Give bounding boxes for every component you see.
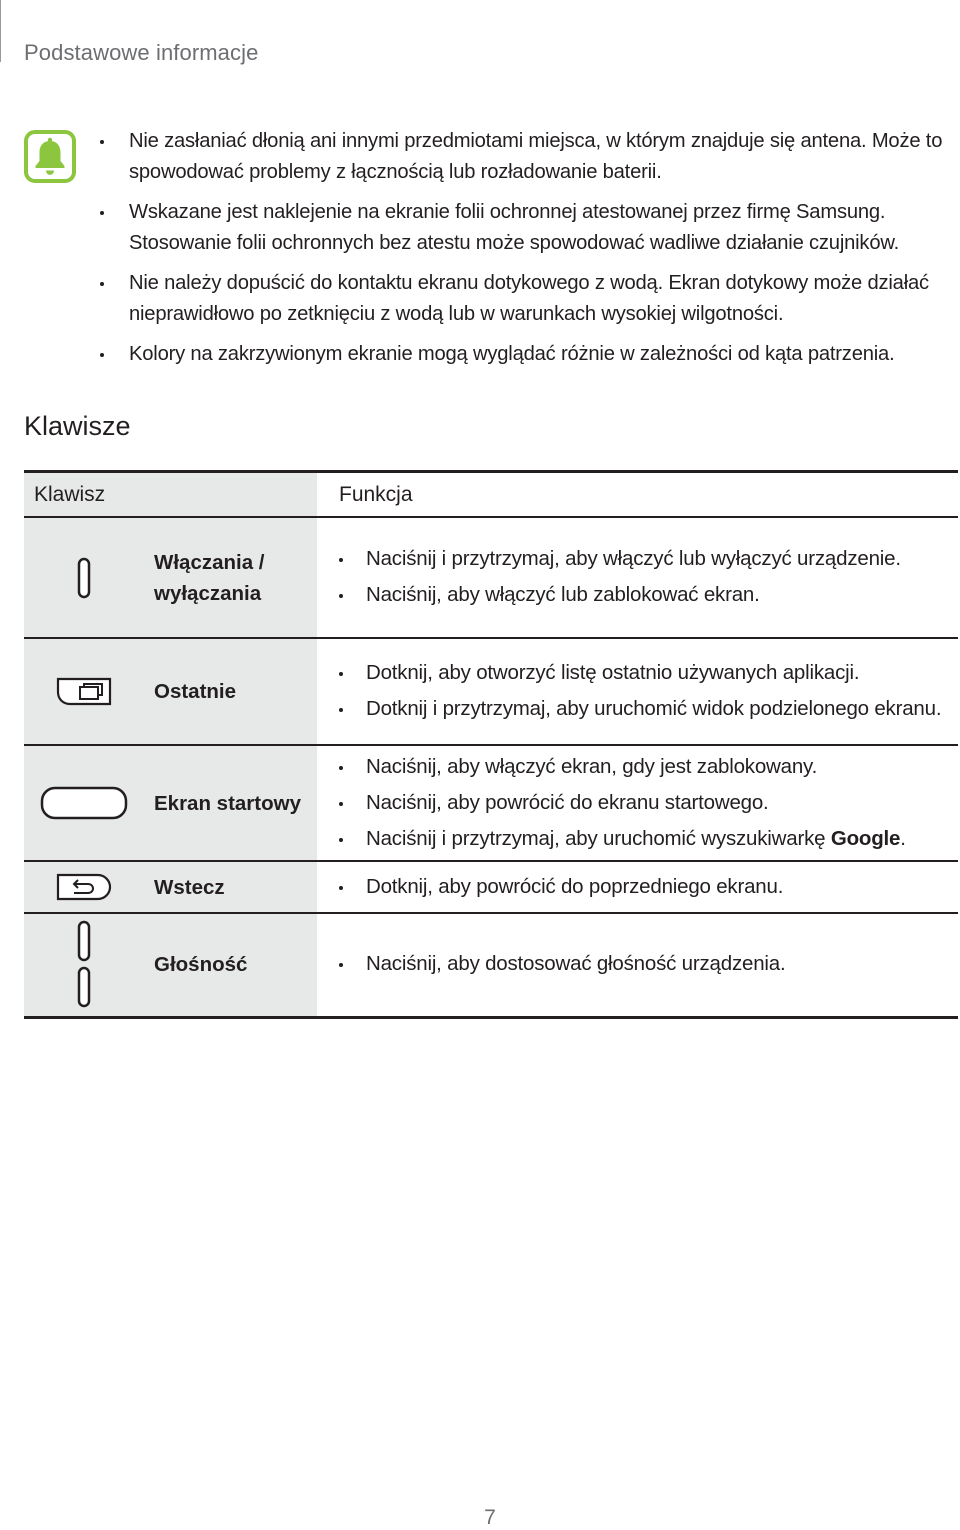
- section-title: Klawisze: [24, 411, 131, 441]
- key-functions: [317, 517, 958, 638]
- column-header-function: Funkcja: [317, 472, 958, 518]
- function-item: [339, 579, 958, 611]
- function-item: [339, 657, 958, 689]
- function-text: Dotknij, aby powrócić do poprzedniego ekranu.: [366, 874, 784, 898]
- key-name: Wstecz: [144, 861, 317, 913]
- function-item: [339, 543, 958, 575]
- google-brand-text: Google: [830, 826, 901, 850]
- column-header-key: Klawisz: [24, 472, 317, 518]
- function-text: Naciśnij, aby włączyć lub zablokować ekran.: [366, 583, 760, 606]
- notice-item: [100, 339, 950, 370]
- function-text: Dotknij, aby otworzyć listę ostatnio używanych aplikacji.: [366, 661, 860, 684]
- table-row: [24, 638, 958, 745]
- bullet-icon: [339, 558, 343, 562]
- bullet-icon: [339, 672, 343, 676]
- key-functions: [317, 745, 958, 861]
- function-text: Dotknij i przytrzymaj, aby uruchomić widok podzielonego ekranu.: [366, 697, 942, 720]
- notice-item: [100, 126, 950, 188]
- function-text: Naciśnij i przytrzymaj, aby uruchomić wyszukiwarkę: [366, 826, 831, 850]
- key-functions: [317, 913, 958, 1017]
- function-item: [339, 787, 958, 819]
- function-text-suffix: .: [900, 826, 906, 850]
- bullet-icon: [339, 886, 343, 890]
- bullet-icon: [339, 766, 343, 770]
- function-list: [339, 751, 958, 855]
- notice-text: Kolory na zakrzywionym ekranie mogą wyglądać różnie w zależności od kąta patrzenia.: [129, 343, 895, 365]
- function-text: Naciśnij, aby powrócić do ekranu startowego.: [366, 790, 769, 814]
- key-name: Ekran startowy: [144, 745, 317, 861]
- notice-item: [100, 268, 950, 330]
- bullet-icon: [339, 802, 343, 806]
- notice-text: Nie zasłaniać dłonią ani innymi przedmiotami miejsca, w którym znajduje się antena. Może to spowodować problemy z łącznością lub rozładowanie baterii.: [129, 130, 943, 183]
- function-list: [339, 657, 958, 725]
- function-item: [339, 693, 958, 725]
- function-list: [339, 948, 958, 980]
- table-row: [24, 861, 958, 913]
- bullet-icon: [100, 140, 104, 144]
- page-edge-marker: [0, 0, 1, 62]
- key-name: Włączania / wyłączania: [144, 517, 317, 638]
- bell-notice-icon: [24, 130, 76, 183]
- function-text: Naciśnij, aby dostosować głośność urządzenia.: [366, 952, 786, 976]
- function-item: [339, 871, 958, 903]
- notice-text: Wskazane jest naklejenie na ekranie folii ochronnej atestowanej przez firmę Samsung. Stosowanie folii ochronnych bez atestu może spowodować wadliwe działanie czujników.: [129, 201, 900, 254]
- key-functions: [317, 638, 958, 745]
- table-row: [24, 517, 958, 638]
- volume-keys-icon: [24, 913, 144, 1017]
- function-list: [339, 543, 958, 611]
- page-number: 7: [484, 1506, 496, 1529]
- back-key-icon: [24, 861, 144, 913]
- table-row: [24, 913, 958, 1017]
- function-item: [339, 823, 958, 855]
- power-key-icon: [24, 517, 144, 638]
- notice-list: [100, 126, 950, 379]
- key-name: Ostatnie: [144, 638, 317, 745]
- chapter-header: Podstawowe informacje: [24, 40, 259, 65]
- function-list: [339, 871, 958, 903]
- keys-table: [24, 470, 958, 1019]
- notice-item: [100, 197, 950, 259]
- function-item: [339, 751, 958, 783]
- bullet-icon: [339, 708, 343, 712]
- bullet-icon: [100, 211, 104, 215]
- table-header-row: [24, 472, 958, 518]
- bullet-icon: [339, 594, 343, 598]
- key-name: Głośność: [144, 913, 317, 1017]
- function-text: Naciśnij i przytrzymaj, aby włączyć lub wyłączyć urządzenie.: [366, 547, 901, 570]
- bullet-icon: [100, 282, 104, 286]
- table-row: [24, 745, 958, 861]
- bullet-icon: [100, 353, 104, 357]
- key-functions: [317, 861, 958, 913]
- home-key-icon: [24, 745, 144, 861]
- recent-apps-key-icon: [24, 638, 144, 745]
- function-item: [339, 948, 958, 980]
- function-text: Naciśnij, aby włączyć ekran, gdy jest zablokowany.: [366, 754, 818, 778]
- notice-text: Nie należy dopuścić do kontaktu ekranu dotykowego z wodą. Ekran dotykowy może działać nieprawidłowo po zetknięciu z wodą lub w warunkach wysokiej wilgotności.: [129, 272, 929, 325]
- bullet-icon: [339, 963, 343, 967]
- bullet-icon: [339, 838, 343, 842]
